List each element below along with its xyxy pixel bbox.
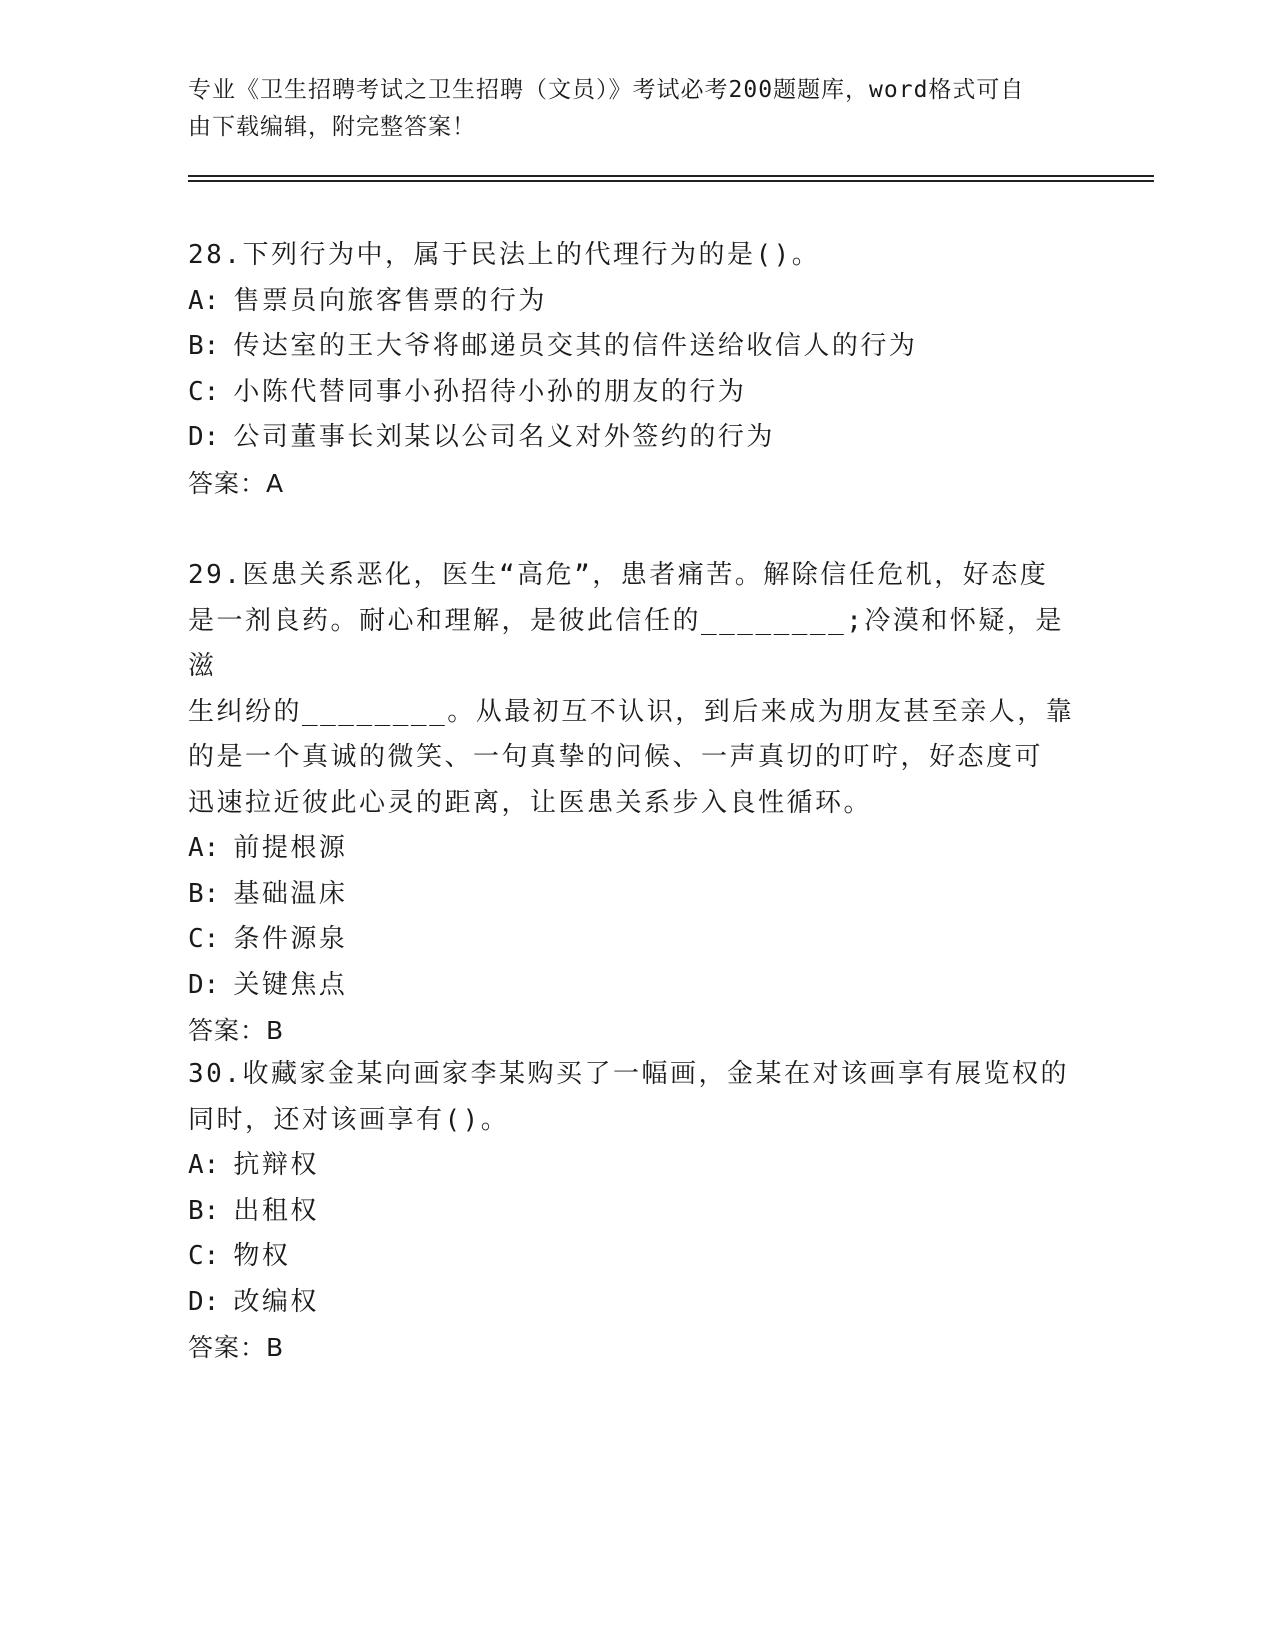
option-c — [188, 370, 1078, 416]
question-stem — [188, 1052, 1078, 1143]
question-stem — [188, 553, 1078, 826]
option-b — [188, 324, 1078, 370]
option-letter: B: — [188, 1195, 220, 1226]
stem-line: 是一剂良药。耐心和理解，是彼此信任的________;冷漠和怀疑，是滋 — [188, 605, 1064, 681]
option-text: 传达室的王大爷将邮递员交其的信件送给收信人的行为 — [233, 331, 918, 361]
option-letter: A: — [188, 833, 220, 863]
question-30 — [188, 1052, 1078, 1371]
document-page — [188, 0, 1088, 1650]
header-line-2: 由下载编辑，附完整答案！ — [188, 114, 476, 140]
option-a — [188, 279, 1078, 325]
question-28 — [188, 233, 1078, 506]
option-text: 关键焦点 — [233, 969, 348, 1000]
option-letter: B: — [188, 331, 220, 361]
answer-line: 答案：A — [188, 468, 285, 498]
option-d — [188, 963, 1078, 1009]
option-letter: D: — [188, 422, 220, 452]
option-text: 出租权 — [233, 1195, 319, 1226]
answer-line: 答案：B — [188, 1016, 285, 1045]
option-text: 前提根源 — [233, 833, 348, 863]
stem-line: 30.收藏家金某向画家李某购买了一幅画，金某在对该画享有展览权的 — [188, 1059, 1069, 1089]
option-a — [188, 1143, 1078, 1189]
option-letter: D: — [188, 1286, 220, 1317]
option-text: 公司董事长刘某以公司名义对外签约的行为 — [233, 422, 775, 452]
option-text: 改编权 — [233, 1286, 319, 1317]
option-b — [188, 1189, 1078, 1235]
option-text: 小陈代替同事小孙招待小孙的朋友的行为 — [233, 376, 747, 407]
option-text: 抗辩权 — [233, 1150, 319, 1180]
option-d — [188, 1280, 1078, 1326]
option-letter: A: — [188, 1150, 220, 1180]
option-letter: C: — [188, 376, 220, 407]
option-letter: C: — [188, 924, 220, 954]
option-b — [188, 872, 1078, 918]
option-text: 条件源泉 — [233, 924, 348, 954]
stem-line: 的是一个真诚的微笑、一句真挚的问候、一声真切的叮咛，好态度可 — [188, 742, 1044, 772]
option-letter: D: — [188, 969, 220, 1000]
question-29 — [188, 553, 1078, 1054]
question-stem — [188, 233, 1078, 279]
option-d — [188, 415, 1078, 461]
option-letter: C: — [188, 1241, 220, 1271]
option-text: 售票员向旅客售票的行为 — [233, 285, 547, 316]
option-text: 基础温床 — [233, 878, 348, 909]
stem-line: 同时，还对该画享有()。 — [188, 1104, 510, 1135]
option-c — [188, 917, 1078, 963]
option-a — [188, 826, 1078, 872]
option-text: 物权 — [233, 1241, 291, 1271]
stem-line: 迅速拉近彼此心灵的距离，让医患关系步入良性循环。 — [188, 787, 873, 818]
option-letter: B: — [188, 878, 220, 909]
answer-line: 答案：B — [188, 1333, 285, 1362]
option-c — [188, 1234, 1078, 1280]
document-header — [188, 72, 1068, 146]
header-line-1: 专业《卫生招聘考试之卫生招聘（文员）》考试必考200题题库，word格式可自 — [188, 77, 1025, 103]
option-letter: A: — [188, 285, 220, 316]
stem-line: 29.医患关系恶化，医生“高危”，患者痛苦。解除信任危机，好态度 — [188, 560, 1049, 590]
stem-line: 生纠纷的________。从最初互不认识，到后来成为朋友甚至亲人，靠 — [188, 696, 1075, 727]
header-divider — [188, 175, 1154, 182]
stem-line: 28.下列行为中，属于民法上的代理行为的是()。 — [188, 240, 821, 270]
